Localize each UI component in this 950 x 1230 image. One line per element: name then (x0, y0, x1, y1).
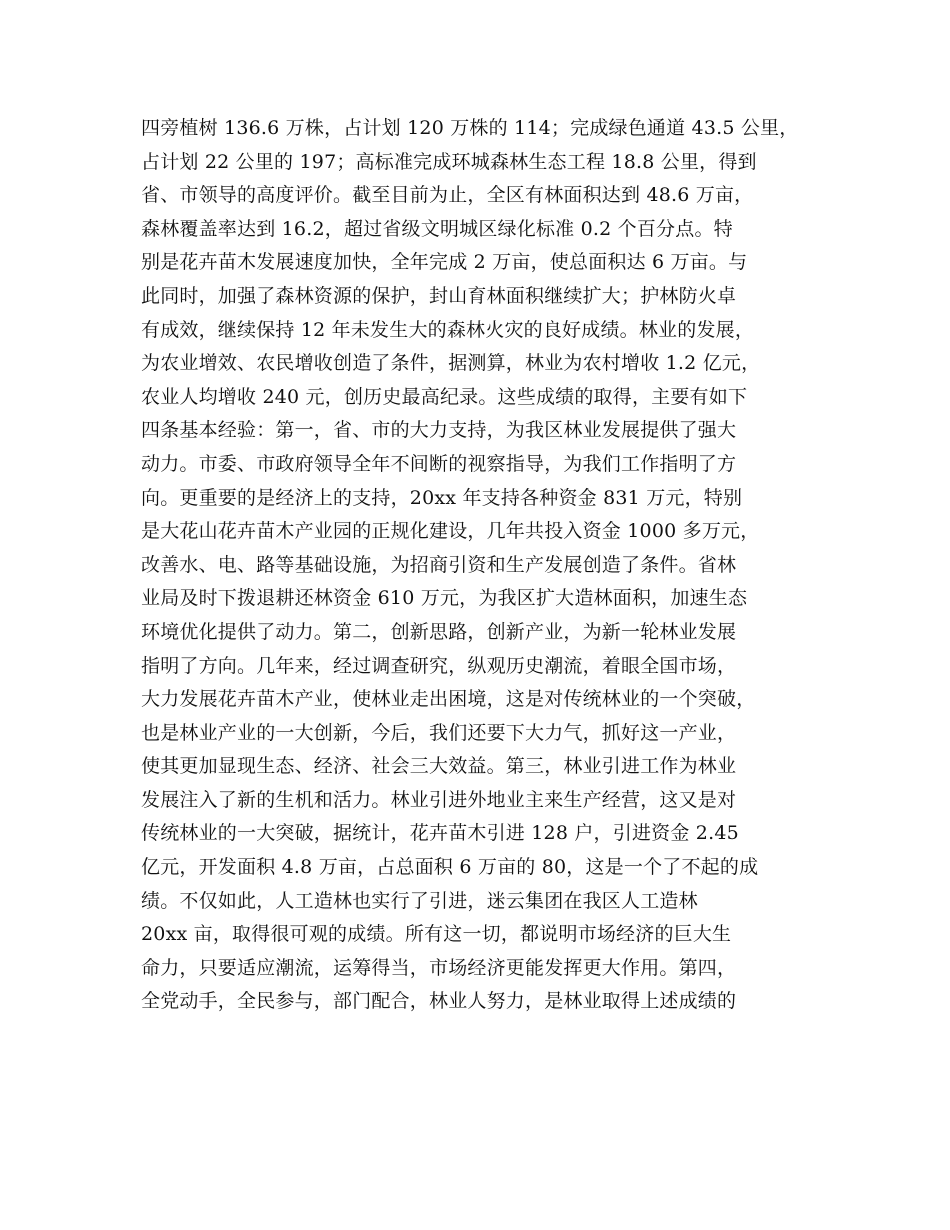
text-line: 有成效，继续保持 12 年未发生大的森林火灾的良好成绩。林业的发展， (141, 318, 755, 341)
text-line: 为农业增效、农民增收创造了条件，据测算，林业为农村增收 1.2 亿元， (141, 352, 761, 375)
text-line: 命力，只要适应潮流，运筹得当，市场经济更能发挥更大作用。第四， (141, 956, 737, 979)
text-line: 农业人均增收 240 元，创历史最高纪录。这些成绩的取得，主要有如下 (141, 385, 748, 408)
text-line: 指明了方向。几年来，经过调查研究，纵观历史潮流，着眼全国市场， (141, 654, 737, 677)
text-line: 向。更重要的是经济上的支持，20xx 年支持各种资金 831 万元，特别 (141, 486, 743, 509)
text-line: 占计划 22 公里的 197；高标准完成环城森林生态工程 18.8 公里，得到 (141, 150, 757, 173)
text-line: 使其更加显现生态、经济、社会三大效益。第三，林业引进工作为林业 (141, 755, 737, 778)
text-line: 森林覆盖率达到 16.2，超过省级文明城区绿化标准 0.2 个百分点。特 (141, 217, 733, 240)
text-line: 四旁植树 136.6 万株，占计划 120 万株的 114；完成绿色通道 43.5 公里， (141, 117, 799, 139)
text-line: 绩。不仅如此，人工造林也实行了引进，迷云集团在我区人工造林 (141, 889, 698, 912)
text-line: 改善水、电、路等基础设施，为招商引资和生产发展创造了条件。省林 (141, 553, 737, 576)
text-line: 环境优化提供了动力。第二，创新思路，创新产业，为新一轮林业发展 (141, 620, 737, 643)
text-line: 大力发展花卉苗木产业，使林业走出困境，这是对传统林业的一个突破， (141, 688, 756, 711)
text-line: 动力。市委、市政府领导全年不间断的视察指导，为我们工作指明了方 (141, 452, 737, 475)
text-line: 四条基本经验：第一，省、市的大力支持，为我区林业发展提供了强大 (141, 419, 737, 442)
text-line: 此同时，加强了森林资源的保护，封山育林面积继续扩大；护林防火卓 (141, 284, 737, 307)
text-line: 也是林业产业的一大创新，今后，我们还要下大力气，抓好这一产业， (141, 721, 737, 744)
text-line: 20xx 亩，取得很可观的成绩。所有这一切，都说明市场经济的巨大生 (141, 923, 732, 946)
text-line: 亿元，开发面积 4.8 万亩，占总面积 6 万亩的 80，这是一个了不起的成 (141, 856, 759, 879)
text-line: 省、市领导的高度评价。截至目前为止，全区有林面积达到 48.6 万亩， (141, 184, 754, 207)
text-line: 业局及时下拨退耕还林资金 610 万元，为我区扩大造林面积，加速生态 (141, 587, 748, 610)
text-line: 传统林业的一大突破，据统计，花卉苗木引进 128 户，引进资金 2.45 (141, 822, 739, 845)
body-text (141, 112, 841, 1019)
text-line: 全党动手，全民参与，部门配合，林业人努力，是林业取得上述成绩的 (141, 990, 737, 1013)
text-line: 发展注入了新的生机和活力。林业引进外地业主来生产经营，这又是对 (141, 788, 737, 811)
text-line: 是大花山花卉苗木产业园的正规化建设，几年共投入资金 1000 多万元， (141, 520, 760, 543)
text-line: 别是花卉苗木发展速度加快，全年完成 2 万亩，使总面积达 6 万亩。与 (141, 251, 748, 274)
